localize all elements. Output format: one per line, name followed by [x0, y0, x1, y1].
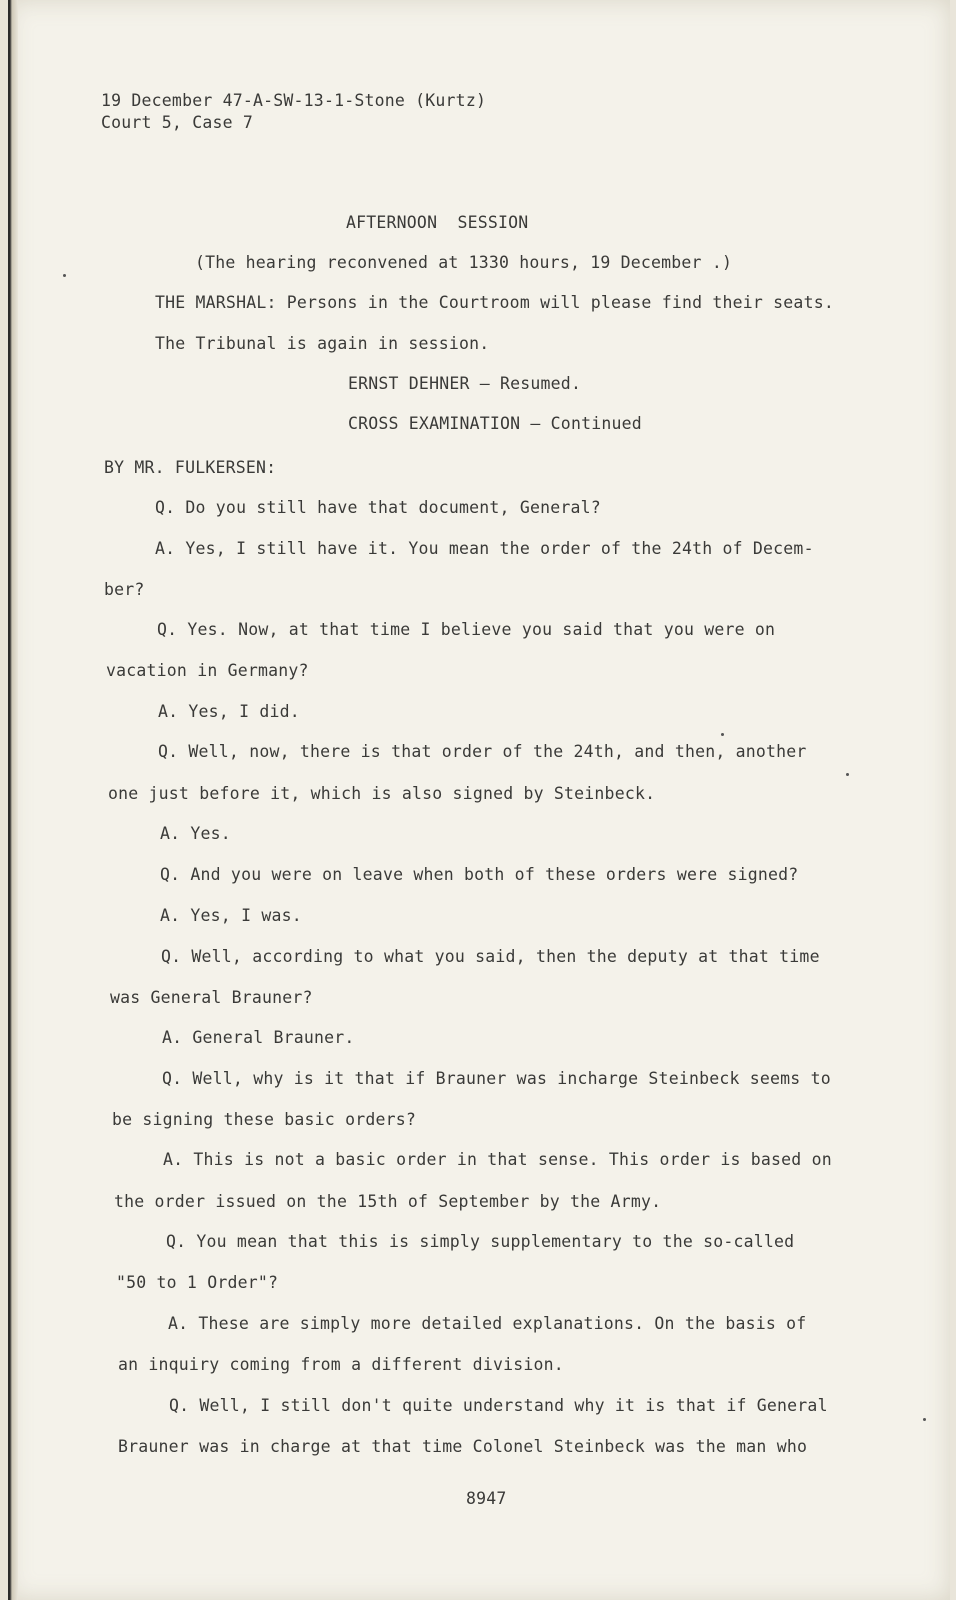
examiner-line: BY MR. FULKERSEN: [104, 458, 277, 477]
header-line-2: Court 5, Case 7 [101, 113, 254, 132]
continuation-line: an inquiry coming from a different division. [118, 1355, 564, 1374]
answer-line: A. These are simply more detailed explanations. On the basis of [168, 1314, 807, 1333]
transcript-line: The Tribunal is again in session. [155, 334, 490, 353]
header-line-1: 19 December 47-A-SW-13-1-Stone (Kurtz) [101, 91, 487, 110]
question-line: Q. You mean that this is simply supplementary to the so-called [166, 1232, 795, 1251]
paper-speck [721, 733, 724, 736]
transcript-page [8, 0, 950, 1600]
answer-line: A. Yes, I was. [160, 906, 302, 925]
witness-heading: ERNST DEHNER — Resumed. [348, 374, 582, 393]
continuation-line: ber? [104, 580, 145, 599]
continuation-line: "50 to 1 Order"? [116, 1273, 279, 1292]
transcript-line: (The hearing reconvened at 1330 hours, 19 December .) [195, 253, 733, 272]
question-line: Q. Yes. Now, at that time I believe you said that you were on [157, 620, 776, 639]
question-line: Q. Well, I still don't quite understand why it is that if General [169, 1396, 828, 1415]
continuation-line: was General Brauner? [110, 988, 313, 1007]
transcript-line: THE MARSHAL: Persons in the Courtroom will please find their seats. [155, 293, 834, 312]
answer-line: A. Yes. [160, 824, 231, 843]
paper-speck [846, 773, 849, 776]
question-line: Q. Well, according to what you said, then the deputy at that time [161, 947, 820, 966]
answer-line: A. Yes, I did. [158, 702, 300, 721]
continuation-line: vacation in Germany? [106, 661, 309, 680]
continuation-line: the order issued on the 15th of September by the Army. [114, 1192, 662, 1211]
question-line: Q. Do you still have that document, General? [155, 498, 601, 517]
examination-heading: CROSS EXAMINATION — Continued [348, 414, 642, 433]
answer-line: A. Yes, I still have it. You mean the order of the 24th of Decem- [155, 539, 814, 558]
paper-speck [63, 274, 66, 277]
page-binding-edge [8, 0, 18, 1600]
continuation-line: be signing these basic orders? [112, 1110, 417, 1129]
question-line: Q. Well, why is it that if Brauner was incharge Steinbeck seems to [162, 1069, 831, 1088]
answer-line: A. This is not a basic order in that sense. This order is based on [163, 1150, 832, 1169]
question-line: Q. And you were on leave when both of these orders were signed? [160, 865, 799, 884]
session-title: AFTERNOON SESSION [346, 213, 529, 232]
continuation-line: Brauner was in charge at that time Colonel Steinbeck was the man who [118, 1437, 808, 1456]
paper-speck [923, 1418, 926, 1421]
question-line: Q. Well, now, there is that order of the 24th, and then, another [158, 742, 807, 761]
continuation-line: one just before it, which is also signed by Steinbeck. [108, 784, 656, 803]
page-number: 8947 [466, 1489, 507, 1508]
answer-line: A. General Brauner. [162, 1028, 355, 1047]
